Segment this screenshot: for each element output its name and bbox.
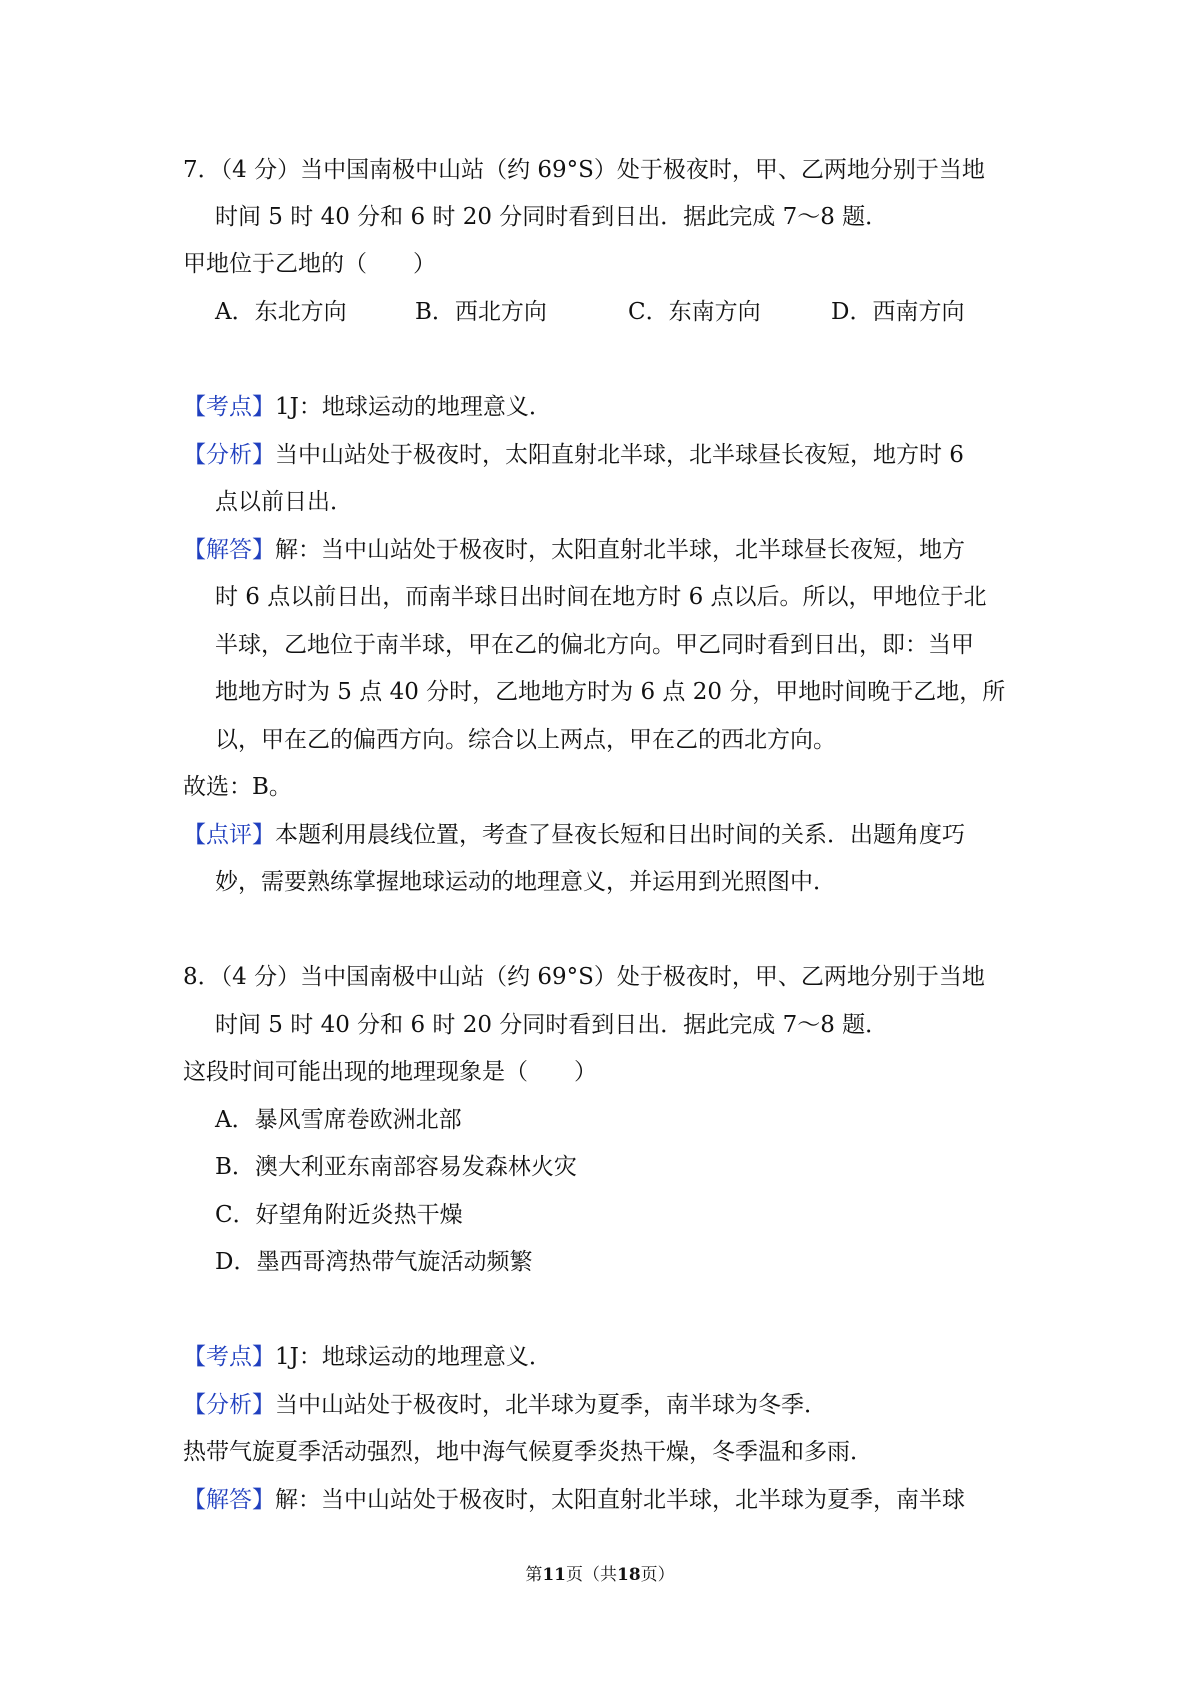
q8-fenxi-line-1: 当中山站处于极夜时，北半球为夏季，南半球为冬季．: [275, 1392, 827, 1418]
q7-jieda: [183, 536, 965, 564]
q7-fenxi: [183, 441, 964, 469]
q7-option-c: C．东南方向: [628, 299, 761, 325]
q7-fenxi-line-2: 点以前日出．: [215, 489, 353, 515]
fenxi-tag: 【分析】: [183, 1392, 275, 1418]
q8-option-a: A．暴风雪席卷欧洲北部: [215, 1107, 462, 1133]
q8-stem-line-2: 时间 5 时 40 分和 6 时 20 分同时看到日出．据此完成 7～8 题．: [215, 1012, 889, 1038]
page-footer: [0, 1560, 1200, 1585]
q8-jieda-line-1: 解：当中山站处于极夜时，太阳直射北半球，北半球为夏季，南半球: [275, 1487, 965, 1513]
q7-jieda-line-1: 解：当中山站处于极夜时，太阳直射北半球，北半球昼长夜短，地方: [275, 537, 965, 563]
q7-option-b: B．西北方向: [415, 299, 547, 325]
q8-jieda: [183, 1486, 965, 1514]
q8-option-d: D．墨西哥湾热带气旋活动频繁: [215, 1249, 533, 1275]
q7-dianping-line-1: 本题利用晨线位置，考查了昼夜长短和日出时间的关系．出题角度巧: [275, 822, 965, 848]
footer-page-number: 11: [542, 1565, 566, 1585]
q7-option-d: D．西南方向: [831, 299, 965, 325]
q8-kaodian-text: 1J：地球运动的地理意义．: [275, 1344, 552, 1370]
q7-jieda-line-3: 半球，乙地位于南半球，甲在乙的偏北方向。甲乙同时看到日出，即：当甲: [215, 632, 974, 658]
q7-question: 甲地位于乙地的（ ）: [183, 251, 436, 277]
q7-jieda-line-5: 以，甲在乙的偏西方向。综合以上两点，甲在乙的西北方向。: [215, 727, 836, 753]
dianping-tag: 【点评】: [183, 822, 275, 848]
jieda-tag: 【解答】: [183, 537, 275, 563]
q7-fenxi-line-1: 当中山站处于极夜时，太阳直射北半球，北半球昼长夜短，地方时 6: [275, 442, 964, 468]
q7-stem-line-2: 时间 5 时 40 分和 6 时 20 分同时看到日出．据此完成 7～8 题．: [215, 204, 889, 230]
q8-fenxi: [183, 1391, 827, 1419]
q7-jieda-line-2: 时 6 点以前日出，而南半球日出时间在地方时 6 点以后。所以，甲地位于北: [215, 584, 987, 610]
fenxi-tag: 【分析】: [183, 442, 275, 468]
q8-kaodian: [183, 1343, 552, 1371]
q8-option-b: B．澳大利亚东南部容易发森林火灾: [215, 1154, 577, 1180]
footer-total-pages: 18: [617, 1565, 641, 1585]
kaodian-tag: 【考点】: [183, 394, 275, 420]
jieda-tag: 【解答】: [183, 1487, 275, 1513]
q7-answer: 故选：B。: [183, 774, 292, 800]
q7-kaodian: [183, 393, 552, 421]
kaodian-tag: 【考点】: [183, 1344, 275, 1370]
q8-question: 这段时间可能出现的地理现象是（ ）: [183, 1059, 597, 1085]
q7-dianping: [183, 821, 965, 849]
q7-dianping-line-2: 妙，需要熟练掌握地球运动的地理意义，并运用到光照图中．: [215, 869, 836, 895]
q7-stem-line-1: 7．（4 分）当中国南极中山站（约 69°S）处于极夜时，甲、乙两地分别于当地: [183, 157, 985, 183]
q8-option-c: C．好望角附近炎热干燥: [215, 1202, 463, 1228]
q8-fenxi-line-2: 热带气旋夏季活动强烈，地中海气候夏季炎热干燥，冬季温和多雨．: [183, 1439, 873, 1465]
q8-stem-line-1: 8．（4 分）当中国南极中山站（约 69°S）处于极夜时，甲、乙两地分别于当地: [183, 964, 985, 990]
q7-jieda-line-4: 地地方时为 5 点 40 分时，乙地地方时为 6 点 20 分，甲地时间晚于乙地，所: [215, 679, 1006, 705]
q7-option-a: A．东北方向: [215, 299, 347, 325]
footer-prefix: 第: [525, 1565, 543, 1585]
footer-middle: 页（共: [566, 1565, 617, 1585]
footer-suffix: 页）: [640, 1565, 675, 1585]
q7-kaodian-text: 1J：地球运动的地理意义．: [275, 394, 552, 420]
